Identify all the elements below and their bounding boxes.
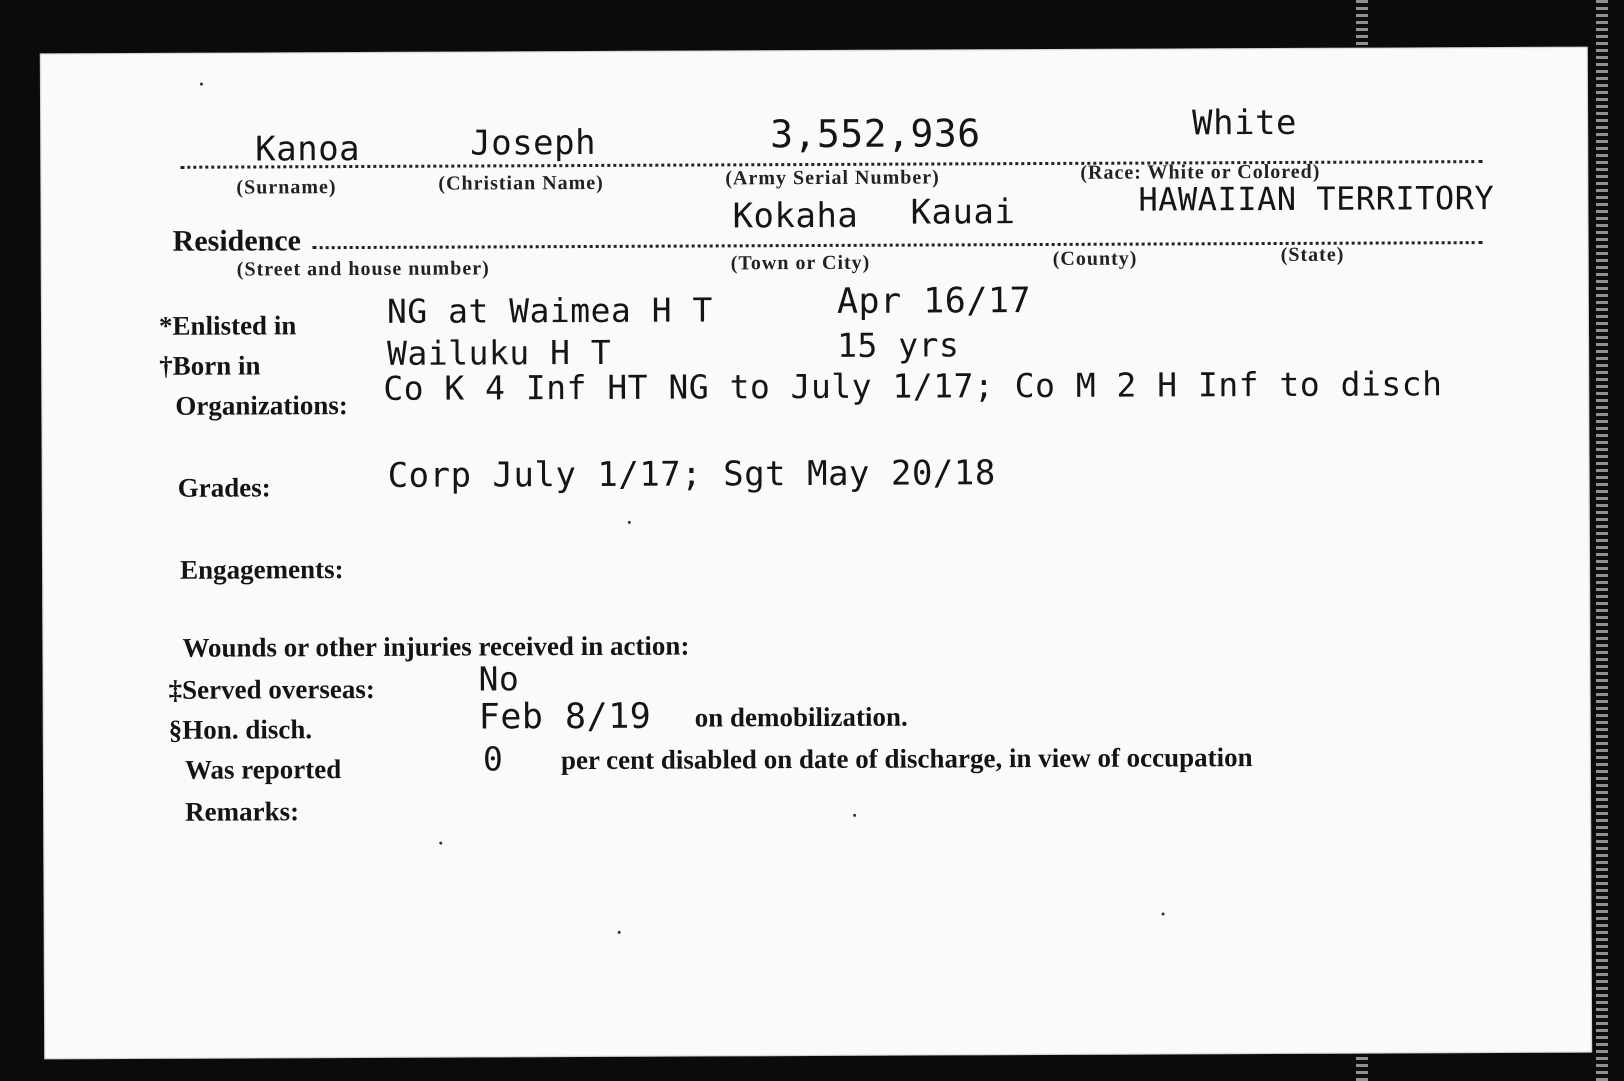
grades-label: Grades: (177, 472, 271, 503)
enlisted-label: *Enlisted in (158, 310, 297, 341)
residence-label: Residence (172, 224, 302, 258)
surname-caption: (Surname) (236, 176, 337, 199)
serial-number-value: 3,552,936 (770, 111, 981, 157)
christian-name-value: Joseph (470, 122, 597, 164)
scan-speck (1162, 912, 1165, 915)
born-label: †Born in (159, 350, 261, 381)
residence-town-value: Kokaha (732, 195, 859, 237)
race-value: White (1192, 102, 1298, 144)
discharge-date: Feb 8/19 (478, 696, 652, 738)
discharge-note: on demobilization. (694, 701, 908, 733)
christian-name-caption: (Christian Name) (438, 171, 604, 195)
film-edge-right (1596, 0, 1608, 1081)
serial-number-caption: (Army Serial Number) (725, 166, 940, 190)
service-record-card (40, 47, 1592, 1060)
residence-state-value: HAWAIIAN TERRITORY (1138, 179, 1495, 219)
organizations-label: Organizations: (175, 390, 348, 421)
town-caption: (Town or City) (730, 251, 871, 275)
organizations-value: Co K 4 Inf HT NG to July 1/17; Co M 2 H Inf to disch (383, 364, 1443, 408)
disability-value: 0 (482, 739, 504, 779)
county-caption: (County) (1052, 247, 1138, 270)
street-caption: (Street and house number) (236, 257, 490, 281)
engagements-label: Engagements: (180, 554, 344, 585)
disability-label: Was reported (184, 754, 342, 785)
born-age: 15 yrs (837, 325, 960, 365)
overseas-value: No (478, 659, 520, 699)
enlisted-date: Apr 16/17 (836, 281, 1032, 322)
remarks-label: Remarks: (185, 796, 300, 827)
discharge-label: §Hon. disch. (168, 714, 313, 745)
wounds-label: Wounds or other injuries received in action: (182, 630, 690, 663)
scan-speck (853, 814, 856, 817)
race-caption: (Race: White or Colored) (1080, 160, 1321, 184)
scan-speck (628, 521, 631, 524)
scan-speck (200, 83, 203, 86)
residence-county-value: Kauai (910, 192, 1016, 233)
state-caption: (State) (1280, 243, 1345, 266)
overseas-label: ‡Served overseas: (168, 673, 375, 705)
disability-note: per cent disabled on date of discharge, in view of occupation (560, 742, 1253, 776)
scan-speck (618, 931, 621, 934)
surname-value: Kanoa (255, 128, 361, 170)
grades-value: Corp July 1/17; Sgt May 20/18 (387, 453, 996, 496)
enlisted-value: NG at Waimea H T (386, 290, 713, 331)
born-value: Wailuku H T (387, 332, 612, 373)
scan-speck (439, 842, 442, 845)
